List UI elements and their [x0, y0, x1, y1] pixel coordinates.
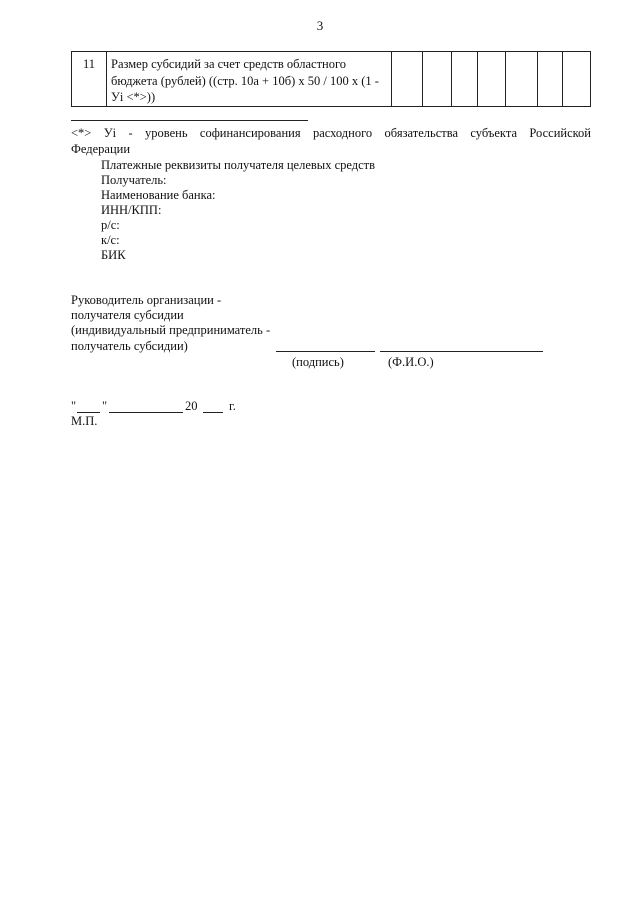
page-number: 3 [316, 18, 324, 33]
footnote-text: <*> Уi - уровень софинансирования расходного обязательства субъекта Российской [71, 126, 591, 140]
value-cell [392, 52, 423, 107]
full-name-line [380, 351, 543, 352]
year-line [203, 412, 223, 413]
value-cell [452, 52, 478, 107]
signer-title-line4: получатель субсидии) [71, 339, 188, 353]
stamp-label: М.П. [71, 414, 98, 428]
footnote-text-continued: Федерации [71, 142, 131, 156]
recipient-label: Получатель: [101, 173, 167, 187]
year-prefix: 20 [185, 399, 198, 413]
signer-title-line1: Руководитель организации - [71, 293, 222, 307]
month-line [109, 412, 183, 413]
signer-title-line2: получателя субсидии [71, 308, 184, 322]
inn-kpp-label: ИНН/КПП: [101, 203, 162, 217]
bank-name-label: Наименование банка: [101, 188, 216, 202]
requisites-heading: Платежные реквизиты получателя целевых средств [101, 158, 376, 172]
account-label: р/с: [101, 218, 120, 232]
date-close-quote: " [102, 399, 108, 413]
signer-title-line3: (индивидуальный предприниматель - [71, 323, 271, 337]
value-cell [538, 52, 563, 107]
table-row [72, 52, 591, 107]
value-cell [563, 52, 591, 107]
bik-label: БИК [101, 248, 126, 262]
date-field [71, 398, 251, 414]
full-name-caption: (Ф.И.О.) [388, 355, 434, 369]
signature-line [276, 351, 375, 352]
value-cell [423, 52, 452, 107]
value-cell [478, 52, 506, 107]
signature-caption: (подпись) [292, 355, 344, 369]
date-open-quote: " [71, 399, 77, 413]
year-suffix: г. [229, 399, 236, 413]
value-cell [506, 52, 538, 107]
row-number: 11 [72, 52, 107, 107]
footnote-separator [71, 120, 308, 121]
corr-account-label: к/с: [101, 233, 120, 247]
subsidy-table [71, 51, 591, 107]
row-description: Размер субсидий за счет средств областного бюджета (рублей) ((стр. 10а + 10б) x 50 / 100 x (1 - Уi <*>)) [107, 52, 392, 107]
